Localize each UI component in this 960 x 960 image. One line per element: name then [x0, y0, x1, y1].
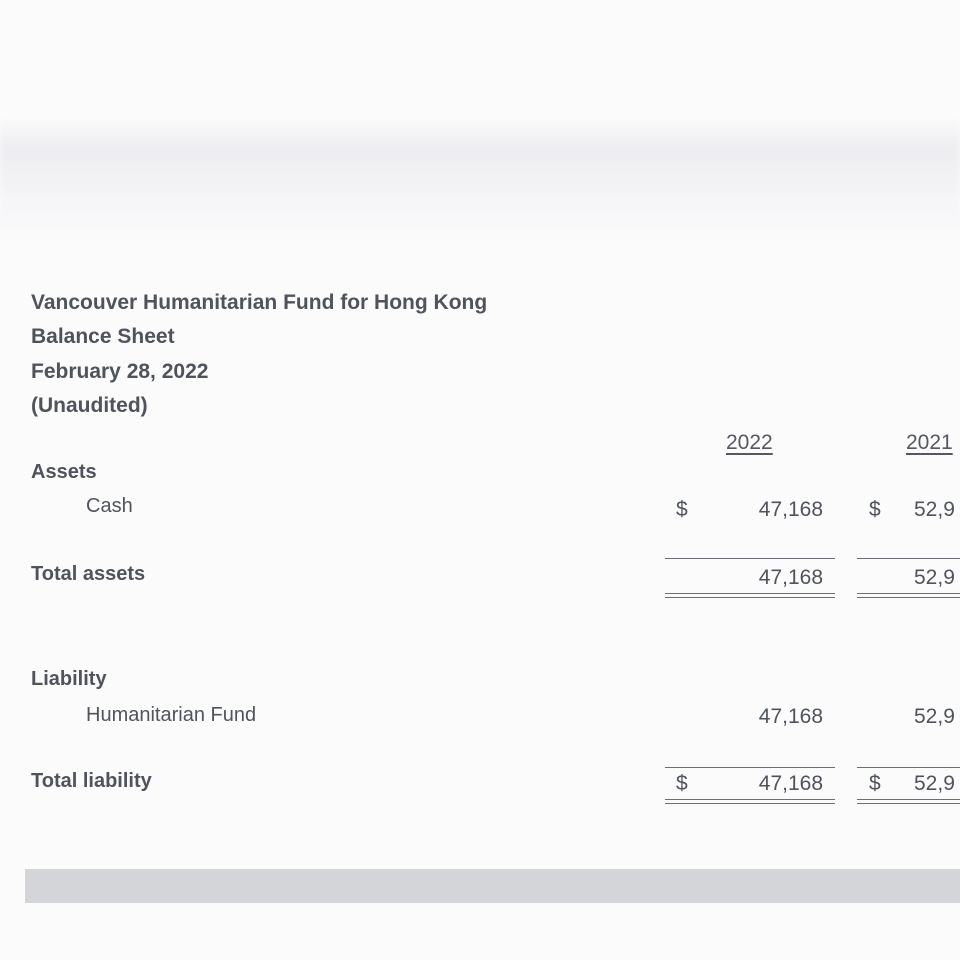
assets-heading: Assets [31, 461, 97, 483]
audit-status: (Unaudited) [31, 394, 148, 417]
currency-symbol: $ [869, 498, 881, 521]
fund-2022-value: 47,168 [758, 705, 823, 728]
total-double-rule [857, 593, 960, 598]
total-double-rule [665, 593, 835, 598]
total-assets-2021-value: 52,9 [914, 566, 955, 589]
total-assets-2022-value: 47,168 [758, 566, 823, 589]
currency-symbol: $ [676, 498, 688, 521]
column-heading-2022: 2022 [726, 431, 773, 454]
currency-symbol: $ [869, 772, 881, 795]
subtotal-rule [857, 558, 960, 559]
total-liability-label: Total liability [31, 770, 152, 792]
cash-2022-value: 47,168 [758, 498, 823, 521]
subtotal-rule [665, 558, 835, 559]
fund-2021-value: 52,9 [914, 705, 955, 728]
cash-label: Cash [86, 495, 133, 517]
column-heading-2021: 2021 [906, 431, 953, 454]
total-liability-2021-value: 52,9 [914, 772, 955, 795]
footer-shaded-bar [25, 869, 960, 903]
total-assets-label: Total assets [31, 563, 146, 585]
total-double-rule [665, 799, 835, 804]
reverse-side-bleed-through [0, 118, 960, 238]
cash-2021-value: 52,9 [914, 498, 955, 521]
humanitarian-fund-label: Humanitarian Fund [86, 704, 257, 726]
statement-title: Balance Sheet [31, 325, 175, 348]
total-liability-2022-value: 47,168 [758, 772, 823, 795]
currency-symbol: $ [676, 772, 688, 795]
total-double-rule [857, 799, 960, 804]
subtotal-rule [857, 767, 960, 768]
statement-date: February 28, 2022 [31, 360, 209, 383]
liability-heading: Liability [31, 668, 107, 690]
subtotal-rule [665, 767, 835, 768]
organization-name: Vancouver Humanitarian Fund for Hong Kong [31, 291, 488, 314]
